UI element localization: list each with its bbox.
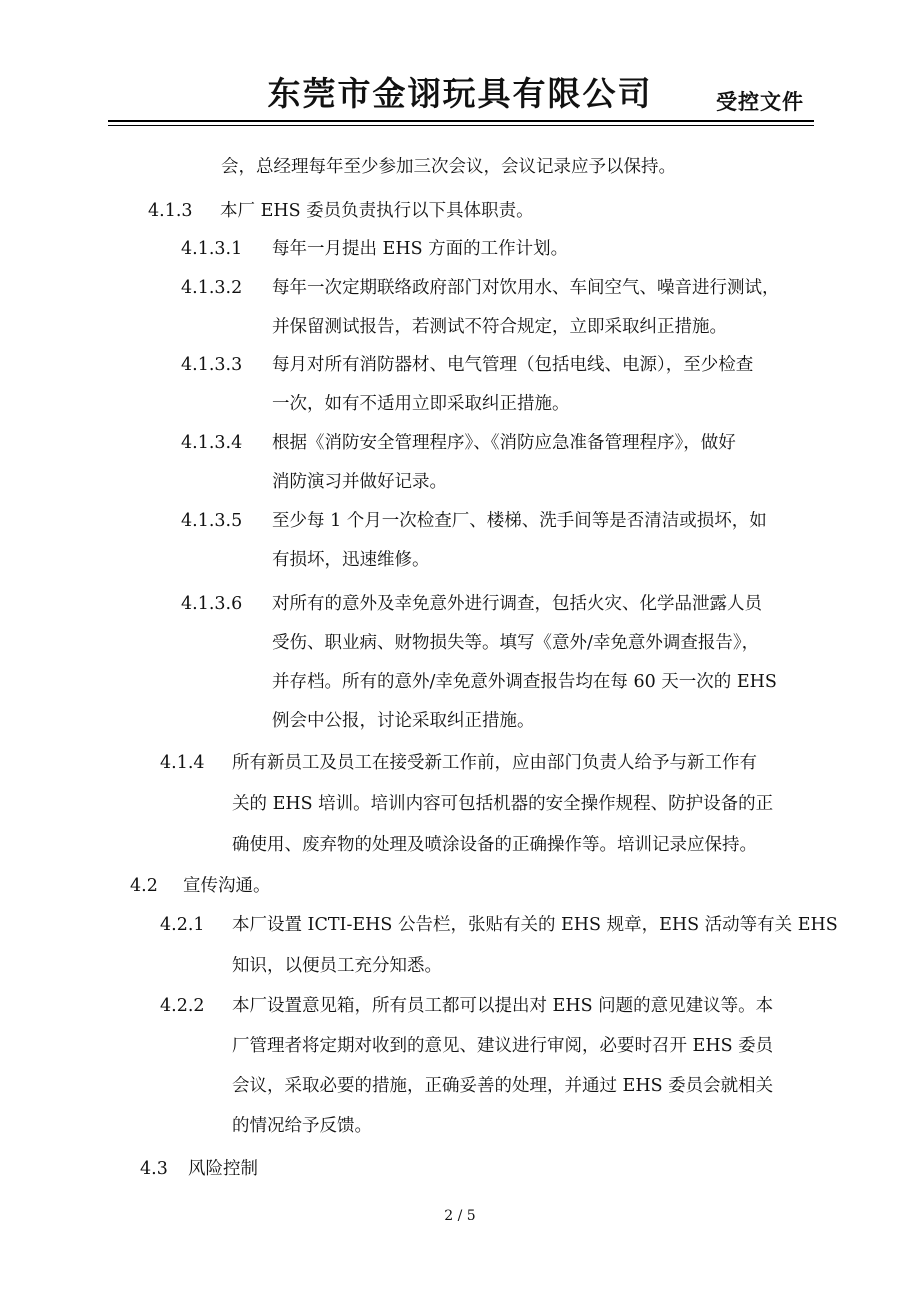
clause-text: 每月对所有消防器材、电气管理（包括电线、电源），至少检查 xyxy=(272,355,754,375)
clause-number: 4.2.1 xyxy=(160,915,205,935)
clause-4-3 xyxy=(140,1158,258,1180)
clause-number: 4.2 xyxy=(130,876,158,896)
clause-text: 宣传沟通。 xyxy=(183,876,271,896)
clause-continuation: 并保留测试报告，若测试不符合规定，立即采取纠正措施。 xyxy=(272,317,727,337)
clause-number: 4.1.3.6 xyxy=(181,594,243,614)
clause-continuation: 一次，如有不适用立即采取纠正措施。 xyxy=(272,394,570,414)
clause-4-2-2 xyxy=(160,995,773,1017)
clause-continuation: 确使用、废弃物的处理及喷涂设备的正确操作等。培训记录应保持。 xyxy=(232,835,757,855)
clause-4-1-3 xyxy=(148,200,534,222)
clause-4-1-3-6 xyxy=(181,593,762,615)
clause-text: 本厂设置 ICTI-EHS 公告栏，张贴有关的 EHS 规章，EHS 活动等有关 EHS xyxy=(232,915,838,935)
clause-4-1-4 xyxy=(160,752,757,774)
clause-number: 4.1.3.4 xyxy=(181,433,243,453)
clause-4-1-3-3 xyxy=(181,354,753,376)
clause-number: 4.1.3.2 xyxy=(181,278,243,298)
clause-text: 本厂设置意见箱，所有员工都可以提出对 EHS 问题的意见建议等。本 xyxy=(232,996,774,1016)
clause-continuation: 会议，采取必要的措施，正确妥善的处理，并通过 EHS 委员会就相关 xyxy=(232,1076,774,1096)
clause-text: 风险控制 xyxy=(188,1159,258,1179)
clause-continuation: 受伤、职业病、财物损失等。填写《意外/幸免意外调查报告》， xyxy=(272,633,760,653)
clause-text: 每年一次定期联络政府部门对饮用水、车间空气、噪音进行测试， xyxy=(272,278,780,298)
clause-continuation: 厂管理者将定期对收到的意见、建议进行审阅，必要时召开 EHS 委员 xyxy=(232,1036,774,1056)
clause-number: 4.1.3.1 xyxy=(181,239,243,259)
clause-continuation: 关的 EHS 培训。培训内容可包括机器的安全操作规程、防护设备的正 xyxy=(232,794,774,814)
clause-text: 所有新员工及员工在接受新工作前，应由部门负责人给予与新工作有 xyxy=(232,753,757,773)
clause-4-1-3-1 xyxy=(181,238,568,260)
clause-text: 对所有的意外及幸免意外进行调查，包括火灾、化学品泄露人员 xyxy=(272,594,762,614)
company-title: 东莞市金诩玩具有限公司 xyxy=(267,74,653,113)
header-rule-thin xyxy=(108,125,814,126)
page-number: 2 / 5 xyxy=(444,1208,476,1224)
clause-continuation: 消防演习并做好记录。 xyxy=(272,472,447,492)
clause-text: 根据《消防安全管理程序》、《消防应急准备管理程序》，做好 xyxy=(272,433,736,453)
paragraph-line: 会，总经理每年至少参加三次会议，会议记录应予以保持。 xyxy=(221,157,676,177)
clause-number: 4.1.3 xyxy=(148,201,193,221)
clause-continuation: 并存档。所有的意外/幸免意外调查报告均在每 60 天一次的 EHS xyxy=(272,672,777,692)
clause-4-2 xyxy=(130,875,271,897)
clause-number: 4.1.3.5 xyxy=(181,511,243,531)
clause-number: 4.1.3.3 xyxy=(181,355,243,375)
controlled-document-tag: 受控文件 xyxy=(716,90,804,114)
clause-number: 4.1.4 xyxy=(160,753,205,773)
clause-text: 至少每 1 个月一次检查厂、楼梯、洗手间等是否清洁或损坏，如 xyxy=(272,511,767,531)
clause-4-1-3-2 xyxy=(181,277,780,299)
clause-continuation: 的情况给予反馈。 xyxy=(232,1116,372,1136)
clause-number: 4.2.2 xyxy=(160,996,205,1016)
clause-text: 本厂 EHS 委员负责执行以下具体职责。 xyxy=(220,201,534,221)
clause-continuation: 例会中公报，讨论采取纠正措施。 xyxy=(272,711,535,731)
clause-4-1-3-5 xyxy=(181,510,767,532)
clause-text: 每年一月提出 EHS 方面的工作计划。 xyxy=(272,239,569,259)
clause-continuation: 知识，以便员工充分知悉。 xyxy=(232,956,442,976)
header-rule-thick xyxy=(108,120,814,122)
clause-4-1-3-4 xyxy=(181,432,736,454)
clause-continuation: 有损坏，迅速维修。 xyxy=(272,550,430,570)
clause-4-2-1 xyxy=(160,914,838,936)
clause-number: 4.3 xyxy=(140,1159,168,1179)
